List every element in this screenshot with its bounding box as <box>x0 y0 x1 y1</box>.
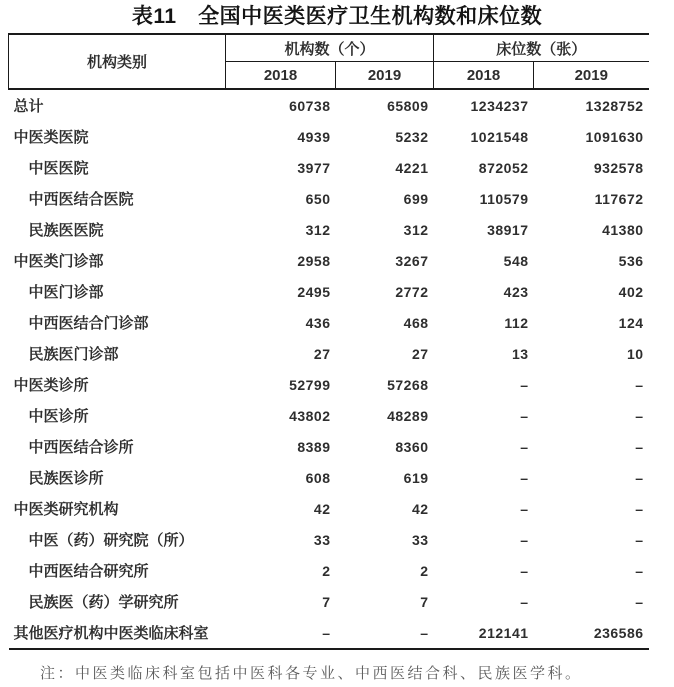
cell-value: – <box>520 469 529 486</box>
cell-value: – <box>520 407 529 424</box>
cell-value: 608 <box>305 469 331 486</box>
header-group-row <box>9 34 649 62</box>
table-row <box>9 245 649 276</box>
cell-value: – <box>635 438 644 455</box>
cell-value: – <box>520 593 529 610</box>
cell-value: – <box>520 562 529 579</box>
cell-value: 13 <box>511 345 529 362</box>
cell-value: 5232 <box>395 128 429 145</box>
row-label: 中医类诊所 <box>13 377 89 394</box>
cell-value: 52799 <box>289 376 331 393</box>
cell-value: – <box>635 469 644 486</box>
cell-value: – <box>520 500 529 517</box>
table-title: 表11 全国中医类医疗卫生机构数和床位数 <box>131 5 543 28</box>
row-label: 民族医诊所 <box>28 470 104 487</box>
table-row <box>9 369 649 400</box>
cell-value: 38917 <box>487 221 529 238</box>
cell-value: – <box>635 593 644 610</box>
cell-value: 536 <box>618 252 644 269</box>
table-row <box>9 524 649 555</box>
table-row <box>9 617 649 649</box>
cell-value: 7 <box>420 593 429 610</box>
table-row <box>9 307 649 338</box>
cell-value: 60738 <box>289 97 331 114</box>
cell-value: 27 <box>411 345 429 362</box>
table-row <box>9 555 649 586</box>
cell-value: 65809 <box>387 97 429 114</box>
table-row <box>9 152 649 183</box>
header-group-beds: 床位数（张） <box>434 34 649 62</box>
row-label: 民族医门诊部 <box>28 346 119 363</box>
cell-value: 42 <box>313 500 331 517</box>
cell-value: 2495 <box>297 283 331 300</box>
cell-value: 468 <box>403 314 429 331</box>
cell-value: 4939 <box>297 128 331 145</box>
header-year-beds-2019: 2019 <box>534 62 649 90</box>
cell-value: – <box>635 500 644 517</box>
cell-value: 1021548 <box>470 128 529 145</box>
cell-value: 110579 <box>479 190 529 207</box>
cell-value: – <box>520 376 529 393</box>
row-label: 中西医结合研究所 <box>28 563 149 580</box>
header-group-institutions: 机构数（个） <box>226 34 434 62</box>
cell-value: 2958 <box>297 252 331 269</box>
row-label: 中医医院 <box>28 160 89 177</box>
table-footnote: 注：中医类临床科室包括中医科各专业、中西医结合科、民族医学科。 <box>40 666 583 682</box>
row-label: 中医门诊部 <box>28 284 104 301</box>
row-label: 民族医（药）学研究所 <box>28 594 179 611</box>
header-year-institutions-2019: 2019 <box>336 62 434 90</box>
table-row <box>9 462 649 493</box>
cell-value: 312 <box>403 221 429 238</box>
row-label: 中医类医院 <box>13 129 89 146</box>
cell-value: 312 <box>305 221 331 238</box>
row-label: 总计 <box>13 98 44 115</box>
cell-value: 2 <box>322 562 331 579</box>
cell-value: 932578 <box>593 159 644 176</box>
cell-value: 2 <box>420 562 429 579</box>
cell-value: 33 <box>313 531 331 548</box>
cell-value: 1328752 <box>585 97 644 114</box>
cell-value: 3977 <box>297 159 331 176</box>
cell-value: 43802 <box>289 407 331 424</box>
table-row <box>9 586 649 617</box>
cell-value: 112 <box>504 314 529 331</box>
cell-value: 423 <box>503 283 529 300</box>
table-body <box>9 89 649 649</box>
cell-value: 8360 <box>395 438 429 455</box>
cell-value: 4221 <box>395 159 429 176</box>
cell-value: 402 <box>618 283 644 300</box>
cell-value: 2772 <box>395 283 429 300</box>
cell-value: 33 <box>411 531 429 548</box>
table-row <box>9 89 649 121</box>
cell-value: – <box>635 407 644 424</box>
table-row <box>9 338 649 369</box>
row-label: 中西医结合门诊部 <box>28 315 149 332</box>
cell-value: – <box>635 562 644 579</box>
cell-value: 619 <box>403 469 429 486</box>
table-row <box>9 493 649 524</box>
header-year-beds-2018: 2018 <box>434 62 534 90</box>
header-category: 机构类别 <box>9 34 226 89</box>
cell-value: 7 <box>322 593 331 610</box>
cell-value: – <box>322 624 331 641</box>
table-row <box>9 276 649 307</box>
cell-value: 548 <box>503 252 529 269</box>
statistics-table <box>8 33 649 650</box>
cell-value: 48289 <box>387 407 429 424</box>
cell-value: 236586 <box>593 624 644 641</box>
cell-value: 57268 <box>387 376 429 393</box>
header-year-institutions-2018: 2018 <box>226 62 336 90</box>
cell-value: – <box>420 624 429 641</box>
cell-value: 124 <box>618 314 644 331</box>
row-label: 其他医疗机构中医类临床科室 <box>13 625 209 642</box>
table-header <box>9 34 649 89</box>
table-row <box>9 214 649 245</box>
cell-value: 872052 <box>478 159 529 176</box>
row-label: 中医类研究机构 <box>13 501 119 518</box>
cell-value: – <box>520 531 529 548</box>
cell-value: – <box>520 438 529 455</box>
cell-value: 1091630 <box>585 128 644 145</box>
cell-value: 41380 <box>602 221 644 238</box>
cell-value: – <box>635 531 644 548</box>
cell-value: 10 <box>626 345 644 362</box>
row-label: 中西医结合诊所 <box>28 439 134 456</box>
cell-value: 117672 <box>594 190 644 207</box>
cell-value: 1234237 <box>470 97 529 114</box>
row-label: 民族医医院 <box>28 222 104 239</box>
table-row <box>9 183 649 214</box>
table-row <box>9 121 649 152</box>
cell-value: 212141 <box>478 624 529 641</box>
table-row <box>9 400 649 431</box>
cell-value: 650 <box>305 190 331 207</box>
cell-value: 699 <box>403 190 429 207</box>
row-label: 中西医结合医院 <box>28 191 134 208</box>
cell-value: 3267 <box>395 252 429 269</box>
row-label: 中医类门诊部 <box>13 253 104 270</box>
row-label: 中医（药）研究院（所） <box>28 532 194 549</box>
cell-value: 8389 <box>297 438 331 455</box>
table-row <box>9 431 649 462</box>
row-label: 中医诊所 <box>28 408 89 425</box>
cell-value: 42 <box>411 500 429 517</box>
cell-value: – <box>635 376 644 393</box>
cell-value: 27 <box>313 345 331 362</box>
cell-value: 436 <box>305 314 331 331</box>
